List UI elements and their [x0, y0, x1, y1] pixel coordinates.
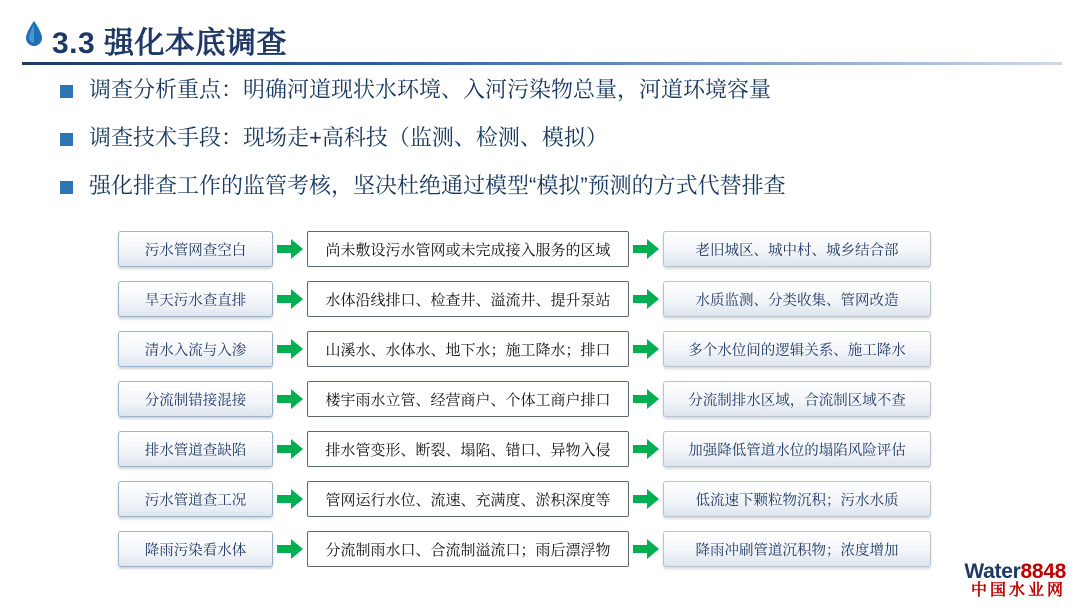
title-divider [22, 62, 1062, 65]
site-logo [964, 561, 1066, 600]
flow-mid-cell: 管网运行水位、流速、充满度、淤积深度等 [307, 481, 629, 517]
flow-left-cell: 清水入流与入渗 [118, 331, 273, 367]
flow-mid-cell: 排水管变形、断裂、塌陷、错口、异物入侵 [307, 431, 629, 467]
flow-mid-cell: 分流制雨水口、合流制溢流口；雨后漂浮物 [307, 531, 629, 567]
arrow-right-icon [629, 339, 663, 359]
flow-left-cell: 污水管道查工况 [118, 481, 273, 517]
flow-mid-cell: 山溪水、水体水、地下水；施工降水；排口 [307, 331, 629, 367]
arrow-right-icon [273, 339, 307, 359]
flow-row [118, 524, 948, 574]
flow-row [118, 424, 948, 474]
arrow-right-icon [273, 439, 307, 459]
flow-left-cell: 分流制错接混接 [118, 381, 273, 417]
logo-subtitle: 中国水业网 [970, 582, 1066, 600]
flow-left-cell: 污水管网查空白 [118, 231, 273, 267]
flow-left-cell: 旱天污水查直排 [118, 281, 273, 317]
arrow-right-icon [273, 239, 307, 259]
bullet-item [60, 76, 771, 104]
flow-left-cell: 降雨污染看水体 [118, 531, 273, 567]
logo-wordmark [964, 561, 1066, 583]
logo-word: Water [964, 560, 1021, 584]
flow-right-cell: 老旧城区、城中村、城乡结合部 [663, 231, 931, 267]
logo-number: 8848 [1020, 560, 1066, 584]
flow-left-cell: 排水管道查缺陷 [118, 431, 273, 467]
bullet-marker-icon [60, 181, 73, 194]
bullet-text: 强化排查工作的监管考核，坚决杜绝通过模型“模拟”预测的方式代替排查 [89, 173, 786, 198]
bullet-item [60, 124, 608, 152]
flow-mid-cell: 水体沿线排口、检查井、溢流井、提升泵站 [307, 281, 629, 317]
flow-right-cell: 水质监测、分类收集、管网改造 [663, 281, 931, 317]
flow-right-cell: 加强降低管道水位的塌陷风险评估 [663, 431, 931, 467]
arrow-right-icon [629, 289, 663, 309]
arrow-right-icon [629, 489, 663, 509]
page-title: 3.3 强化本底调查 [52, 27, 288, 60]
flow-right-cell: 分流制排水区域，合流制区域不查 [663, 381, 931, 417]
bullet-marker-icon [60, 133, 73, 146]
flow-right-cell: 多个水位间的逻辑关系、施工降水 [663, 331, 931, 367]
arrow-right-icon [629, 239, 663, 259]
flow-row [118, 274, 948, 324]
flow-row [118, 324, 948, 374]
bullet-text: 调查分析重点：明确河道现状水环境、入河污染物总量，河道环境容量 [89, 77, 772, 102]
bullet-marker-icon [60, 85, 73, 98]
arrow-right-icon [629, 439, 663, 459]
flow-right-cell: 低流速下颗粒物沉积；污水水质 [663, 481, 931, 517]
flow-table [118, 224, 948, 574]
arrow-right-icon [273, 389, 307, 409]
arrow-right-icon [629, 539, 663, 559]
flow-row [118, 474, 948, 524]
slide-title-bar [0, 10, 1080, 60]
arrow-right-icon [273, 539, 307, 559]
flow-mid-cell: 尚未敷设污水管网或未完成接入服务的区域 [307, 231, 629, 267]
bullet-item [60, 172, 786, 200]
bullet-text: 调查技术手段：现场走+高科技（监测、检测、模拟） [89, 125, 608, 150]
arrow-right-icon [629, 389, 663, 409]
arrow-right-icon [273, 289, 307, 309]
flow-right-cell: 降雨冲刷管道沉积物；浓度增加 [663, 531, 931, 567]
water-drop-icon [24, 20, 44, 48]
flow-row [118, 374, 948, 424]
flow-mid-cell: 楼宇雨水立管、经营商户、个体工商户排口 [307, 381, 629, 417]
arrow-right-icon [273, 489, 307, 509]
flow-row [118, 224, 948, 274]
